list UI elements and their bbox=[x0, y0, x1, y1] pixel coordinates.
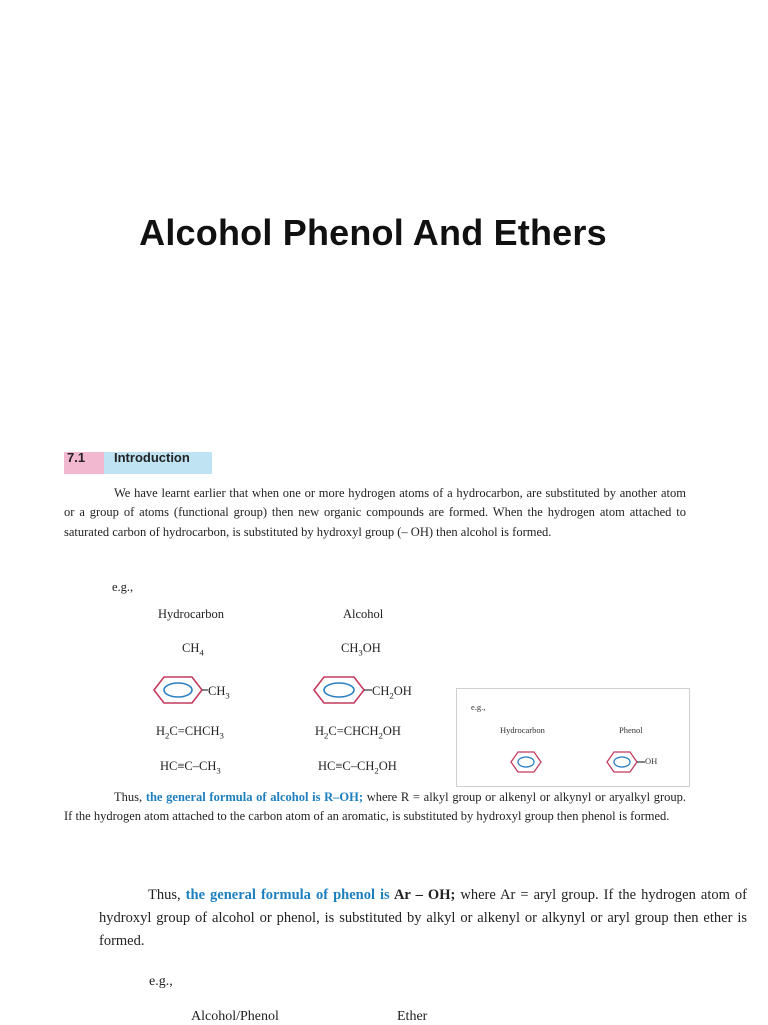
phenol-ring-icon bbox=[605, 750, 647, 774]
eg-label: e.g., bbox=[112, 580, 134, 594]
hydrocarbon-header: Hydrocarbon bbox=[158, 607, 224, 621]
section-label: Introduction bbox=[114, 452, 190, 465]
benzene-ring-icon bbox=[310, 674, 376, 706]
page-title: Alcohol Phenol And Ethers bbox=[139, 212, 607, 253]
benzene-ring-icon bbox=[509, 750, 543, 774]
phenol-formula-paragraph: Thus, the general formula of phenol is Ar – OH; where Ar = aryl group. If the hydrogen atom of hydroxyl group of alcohol or phenol, is substituted by alkyl or alkenyl or alkynyl or aryl group then ether is formed. bbox=[99, 887, 748, 949]
alcohol-allyl: $H_2C=CHCH_2OH$ bbox=[315, 724, 401, 741]
toluene-methyl-group: $CH_3$ bbox=[208, 684, 230, 701]
benzene-ring-icon bbox=[150, 674, 210, 706]
inset-phenol-header: Phenol bbox=[619, 725, 643, 735]
inset-oh-label: OH bbox=[645, 756, 658, 766]
alcohol-propargyl: $HC\equiv C-CH_2OH$ bbox=[318, 759, 397, 776]
eg2-label: e.g., bbox=[149, 974, 173, 989]
phenol-inset-box bbox=[456, 688, 690, 787]
inset-eg-label: e.g., bbox=[471, 702, 486, 712]
section-number: 7.1 bbox=[67, 452, 86, 465]
alcohol-methanol: $CH_3OH$ bbox=[341, 641, 381, 658]
hydrocarbon-propene: $H_2C=CHCH_3$ bbox=[156, 724, 224, 741]
hydrocarbon-propyne: $HC\equiv C-CH_3$ bbox=[160, 759, 221, 776]
section-header bbox=[64, 452, 212, 474]
ether-header: Ether bbox=[397, 1009, 428, 1024]
benzyl-alcohol-group: $CH_2OH$ bbox=[372, 684, 412, 701]
alcohol-formula-paragraph: Thus, the general formula of alcohol is R–OH; where R = alkyl group or alkenyl or alkynyl or aryalkyl group. If the hydrogen atom attached to the carbon atom of an aromatic, is substituted by hydroxyl group then phenol is formed. bbox=[64, 790, 687, 824]
hydrocarbon-methane: $CH_4$ bbox=[182, 641, 204, 658]
alcohol-header: Alcohol bbox=[343, 607, 384, 621]
alcohol-phenol-header: Alcohol/Phenol bbox=[191, 1009, 279, 1024]
intro-paragraph: We have learnt earlier that when one or more hydrogen atoms of a hydrocarbon, are substituted by another atom or a group of atoms (functional group) then new organic compounds are formed. When the hydrogen atom attached to saturated carbon of hydrocarbon, is substituted by hydroxyl group (– OH) then alcohol is formed. bbox=[64, 486, 686, 539]
inset-hydrocarbon-header: Hydrocarbon bbox=[500, 725, 545, 735]
